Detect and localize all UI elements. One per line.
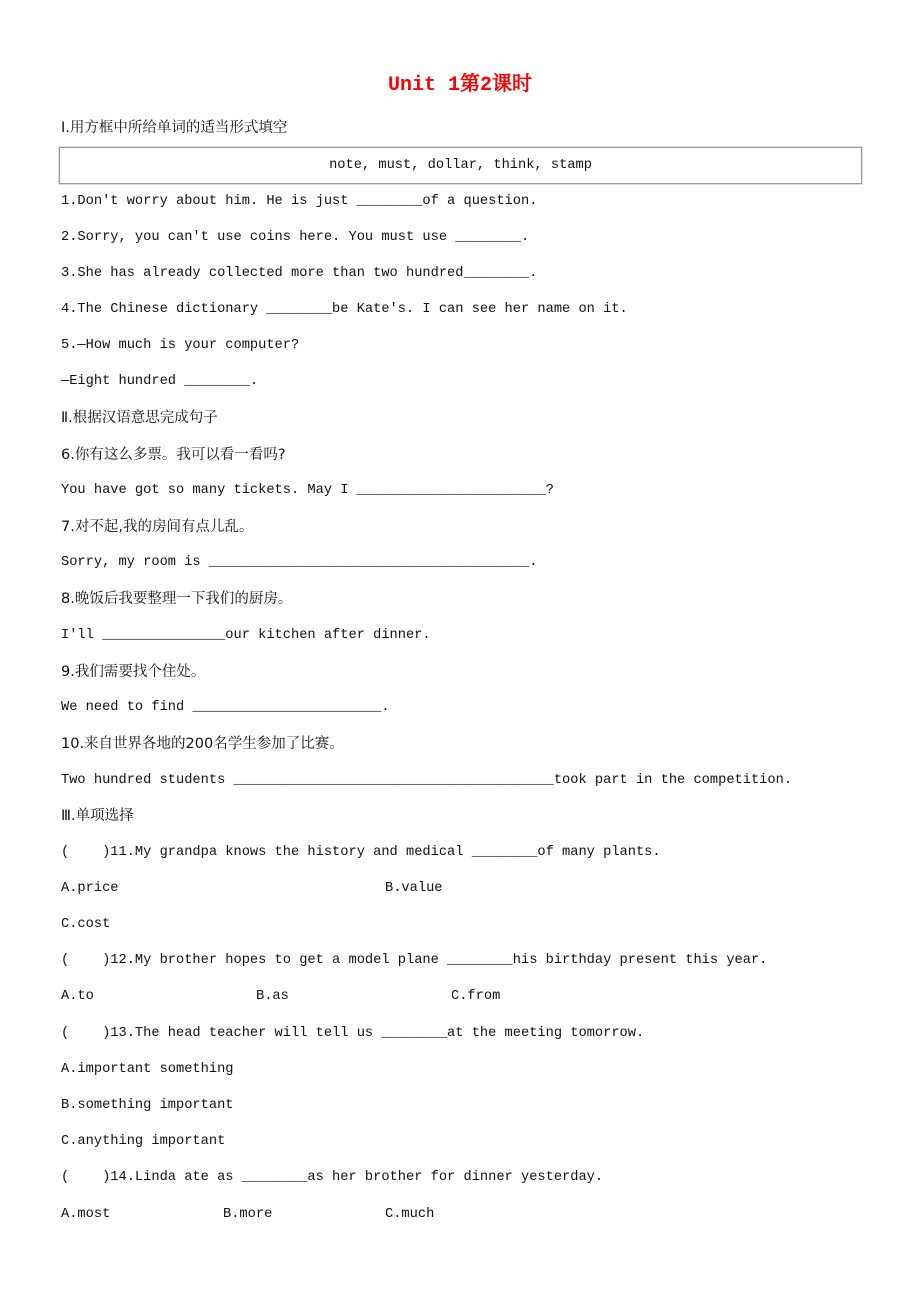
section-3-heading: Ⅲ.单项选择 [61,808,134,824]
question-10-chinese: 10.来自世界各地的200名学生参加了比赛。 [61,736,344,752]
question-8-chinese: 8.晚饭后我要整理一下我们的厨房。 [61,591,293,607]
question-14: ( )14.Linda ate as ________as her brother for dinner yesterday. [61,1170,604,1185]
question-7-chinese: 7.对不起,我的房间有点儿乱。 [61,519,254,535]
section-2-heading: Ⅱ.根据汉语意思完成句子 [61,410,218,426]
question-8-english: I'll _______________our kitchen after dinner. [61,628,431,643]
q11-option-c: C.cost [61,917,111,932]
q11-option-b: B.value [385,881,443,896]
q12-option-c: C.from [451,989,501,1004]
q12-option-a: A.to [61,989,94,1004]
section-1-heading: Ⅰ.用方框中所给单词的适当形式填空 [61,120,288,136]
question-11: ( )11.My grandpa knows the history and medical ________of many plants. [61,845,661,860]
q13-option-a: A.important something [61,1062,234,1077]
q12-option-b: B.as [256,989,289,1004]
question-2: 2.Sorry, you can't use coins here. You must use ________. [61,230,530,245]
q14-option-c: C.much [385,1207,435,1222]
q13-option-b: B.something important [61,1098,234,1113]
q11-option-a: A.price [61,881,119,896]
q14-option-a: A.most [61,1207,111,1222]
question-13: ( )13.The head teacher will tell us ________at the meeting tomorrow. [61,1026,645,1041]
q14-option-b: B.more [223,1207,273,1222]
question-5: 5.—How much is your computer? [61,338,300,353]
word-box: note, must, dollar, think, stamp [59,147,862,184]
question-6-english: You have got so many tickets. May I _______________________? [61,483,554,498]
question-10-english: Two hundred students _______________________________________took part in the competition. [61,773,793,788]
question-6-chinese: 6.你有这么多票。我可以看一看吗? [61,447,286,463]
question-12: ( )12.My brother hopes to get a model plane ________his birthday present this year. [61,953,768,968]
question-7-english: Sorry, my room is _______________________________________. [61,555,538,570]
question-9-english: We need to find _______________________. [61,700,390,715]
question-1: 1.Don't worry about him. He is just ________of a question. [61,194,538,209]
q13-option-c: C.anything important [61,1134,226,1149]
question-9-chinese: 9.我们需要找个住处。 [61,664,206,680]
question-3: 3.She has already collected more than two hundred________. [61,266,538,281]
page-title: Unit 1第2课时 [387,74,532,97]
question-4: 4.The Chinese dictionary ________be Kate's. I can see her name on it. [61,302,628,317]
question-5-answer: —Eight hundred ________. [61,374,259,389]
